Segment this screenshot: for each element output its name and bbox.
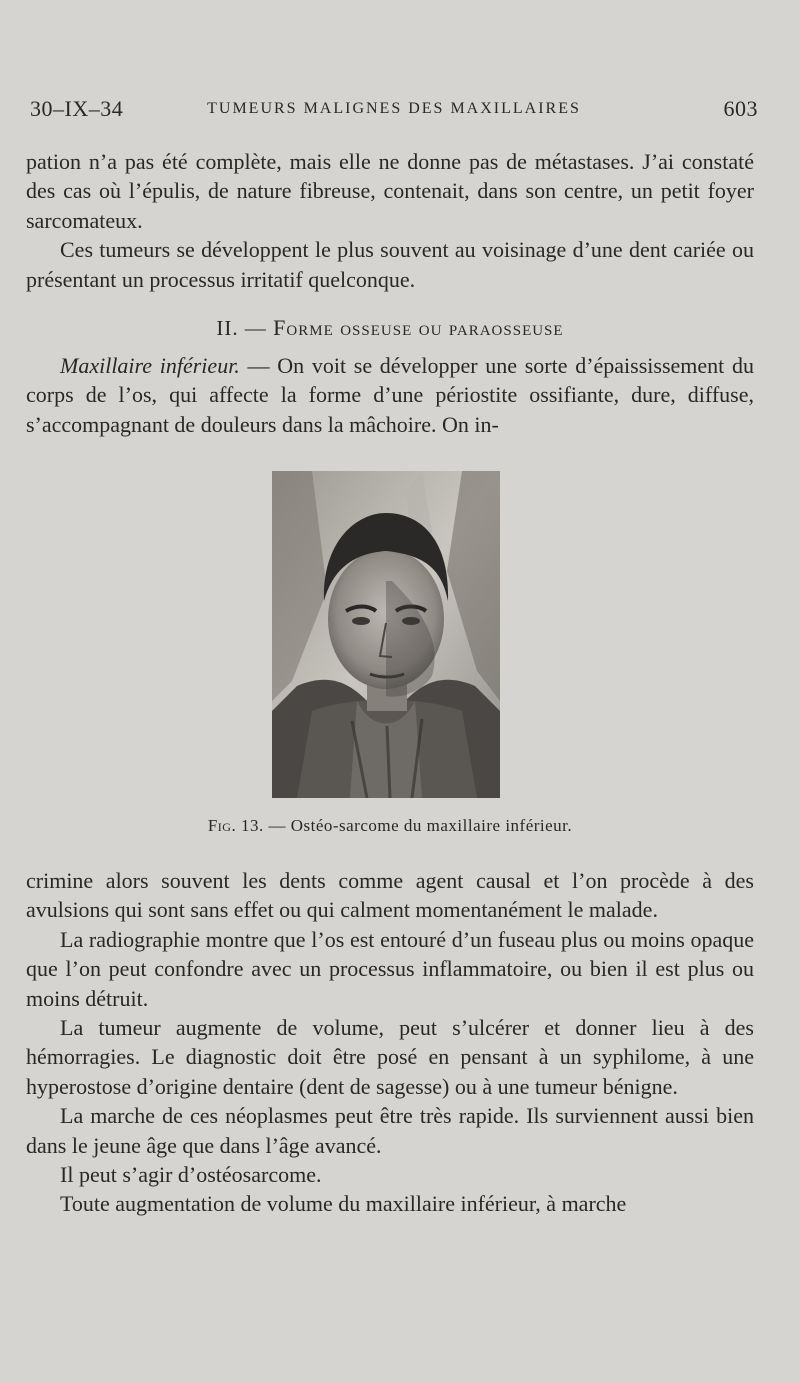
figure-label: Fig. 13. [207, 816, 264, 835]
paragraph: La tumeur augmente de volume, peut s’ulcérer et donner lieu à des hémorragies. Le diagnostic doit être posé en pensant à un syphilome, à une hyperostose d’origine dentaire (dent de sagesse) ou à une tumeur bénigne. [26, 1015, 754, 1099]
running-header [30, 96, 758, 128]
section-heading [26, 315, 754, 341]
portrait-photo [272, 471, 500, 798]
running-title: TUMEURS MALIGNES DES MAXILLAIRES [207, 100, 581, 117]
paragraph: Il peut s’agir d’ostéosarcome. [60, 1162, 322, 1188]
paragraph: Toute augmentation de volume du maxillaire inférieur, à marche [60, 1191, 627, 1217]
paragraph-text: — On voit se développer une sorte d’épaississement du corps de l’os, qui affecte la forme d’une périostite ossifiante, dure, diffuse, s’accompagnant de douleurs dans la mâchoire. On in- [26, 353, 754, 437]
text-block-top [26, 147, 754, 294]
paragraph: La radiographie montre que l’os est entouré d’un fuseau plus ou moins opaque que l’on peut confondre avec un processus inflammatoire, ou bien il est plus ou moins détruit. [26, 926, 754, 1011]
text-block-bottom [26, 866, 754, 1219]
paragraph: pation n’a pas été complète, mais elle ne donne pas de métastases. J’ai constaté des cas où l’épulis, de nature fibreuse, contenait, dans son centre, un petit foyer sarcomateux. [26, 149, 754, 233]
section-title: Forme osseuse ou paraosseuse [273, 315, 564, 340]
text-block-middle [26, 351, 754, 439]
paragraph: La marche de ces néoplasmes peut être très rapide. Ils surviennent aussi bien dans le jeune âge que dans l’âge avancé. [26, 1103, 754, 1158]
figure-photograph [272, 471, 500, 798]
page-number: 603 [723, 96, 758, 121]
paragraph [26, 351, 754, 439]
figure-caption [26, 816, 754, 836]
figure-caption-text: — Ostéo-sarcome du maxillaire inférieur. [263, 816, 573, 835]
paragraph: crimine alors souvent les dents comme agent causal et l’on procède à des avulsions qui sont sans effet ou qui calment momentanément le malade. [26, 868, 754, 923]
paragraph: Ces tumeurs se développent le plus souvent au voisinage d’une dent cariée ou présentant un processus irritatif quelconque. [26, 237, 754, 292]
section-number: II. — [216, 316, 267, 340]
header-date: 30–IX–34 [30, 96, 124, 121]
paragraph-lead: Maxillaire inférieur. [60, 353, 240, 378]
